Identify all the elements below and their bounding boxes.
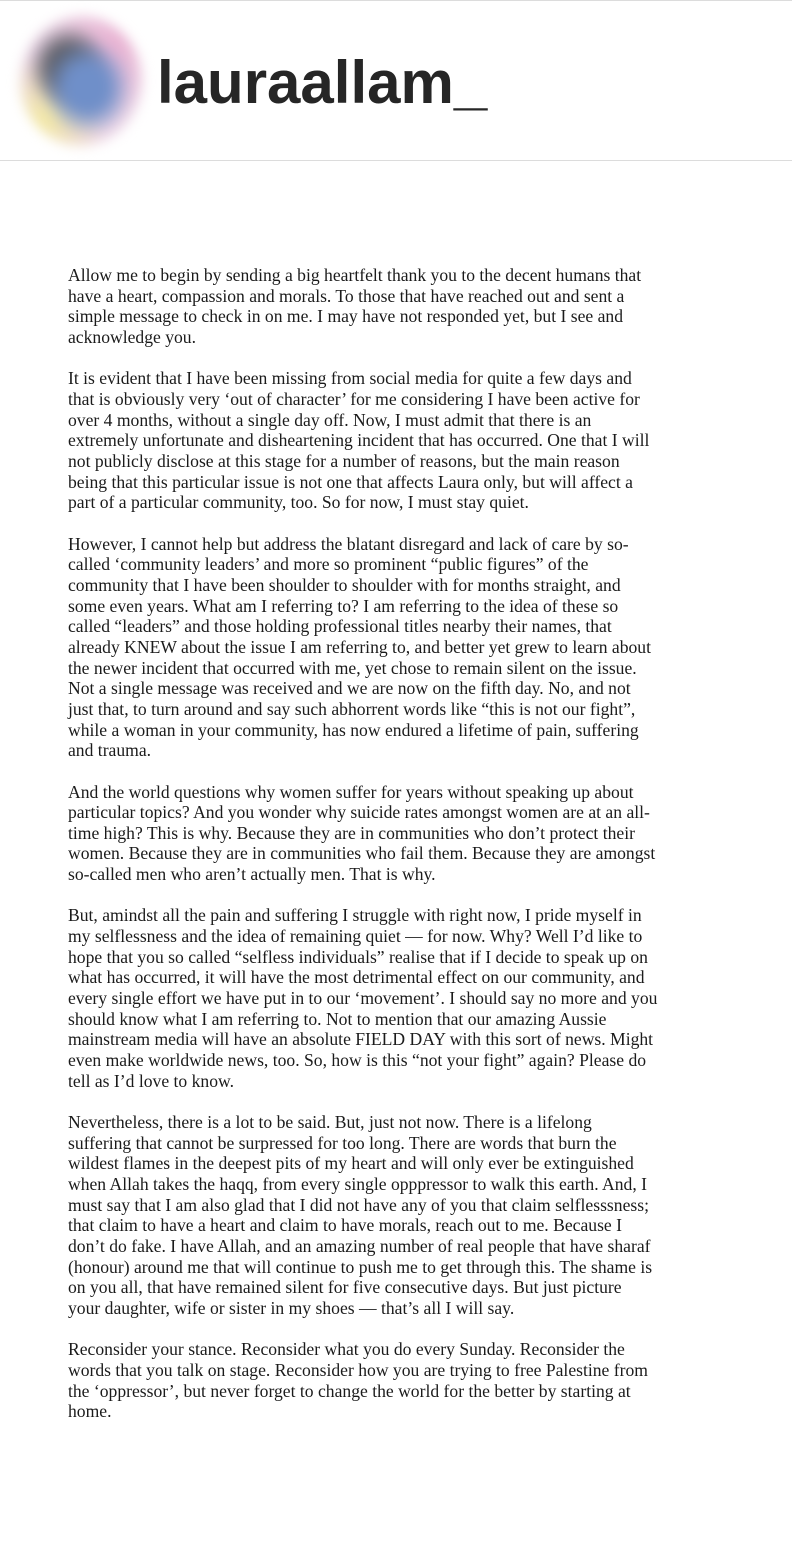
post-text [68, 265, 658, 1422]
post-paragraph-5: But, amindst all the pain and suffering I struggle with right now, I pride myself in my selflessness and the idea of remaining quiet — for now. Why? Well I’d like to hope that you so called “selfless individuals” realise that if I decide to speak up on what has occurred, it will have the most detrimental effect on our community, and every single effort we have put in to our ‘movement’. I should say no more and you should know what I am referring to. Not to mention that our amazing Aussie mainstream media will have an absolute FIELD DAY with this sort of news. Might even make worldwide news, too. So, how is this “not your fight” again? Please do tell as I’d love to know. [68, 905, 658, 1091]
post-paragraph-3: However, I cannot help but address the blatant disregard and lack of care by so-called ‘community leaders’ and more so prominent “public figures” of the community that I have been shoulder to shoulder with for months straight, and some even years. What am I referring to? I am referring to the idea of these so called “leaders” and those holding professional titles nearby their names, that already KNEW about the issue I am referring to, and better yet grew to learn about the newer incident that occurred with me, yet chose to remain silent on the issue. Not a single message was received and we are now on the fifth day. No, and not just that, to turn around and say such abhorrent words like “this is not our fight”, while a woman in your community, has now endured a lifetime of pain, suffering and trauma. [68, 533, 651, 761]
post-paragraph-7: Reconsider your stance. Reconsider what you do every Sunday. Reconsider the words that you talk on stage. Reconsider how you are trying to free Palestine from the ‘oppressor’, but never forget to change the world for the better by starting at home. [68, 1339, 648, 1422]
post-paragraph-1: Allow me to begin by sending a big heartfelt thank you to the decent humans that have a heart, compassion and morals. To those that have reached out and sent a simple message to check in on me. I may have not responded yet, but I see and acknowledge you. [68, 265, 642, 347]
username[interactable]: lauraallam_ [157, 49, 488, 116]
post-paragraph-4: And the world questions why women suffer for years without speaking up about particular topics? And you wonder why suicide rates amongst women are at an all-time high? This is why. Because they are in communities who don’t protect their women. Because they are in communities who fail them. Because they are amongst so-called men who aren’t actually men. That is why. [68, 781, 656, 885]
post-paragraph-6: Nevertheless, there is a lot to be said. But, just not now. There is a lifelong suffering that cannot be surpressed for too long. There are words that burn the wildest flames in the deepest pits of my heart and will only ever be extinguished when Allah takes the haqq, from every single opppressor to walk this earth. And, I must say that I am also glad that I did not have any of you that claim selflesssness; that claim to have a heart and claim to have morals, reach out to me. Because I don’t do fake. I have Allah, and an amazing number of real people that have sharaf (honour) around me that will continue to push me to get through this. The shame is on you all, that have remained silent for five consecutive days. But just picture your daughter, wife or sister in my shoes — that’s all I will say. [68, 1112, 653, 1318]
avatar[interactable] [20, 16, 142, 146]
profile-header [0, 0, 792, 161]
post-paragraph-2: It is evident that I have been missing from social media for quite a few days and that is obviously very ‘out of character’ for me considering I have been active for over 4 months, without a single day off. Now, I must admit that there is an extremely unfortunate and disheartening incident that has occurred. One that I will not publicly disclose at this stage for a number of reasons, but the main reason being that this particular issue is not one that affects Laura only, but will affect a part of a particular community, too. So for now, I must stay quiet. [68, 368, 650, 513]
